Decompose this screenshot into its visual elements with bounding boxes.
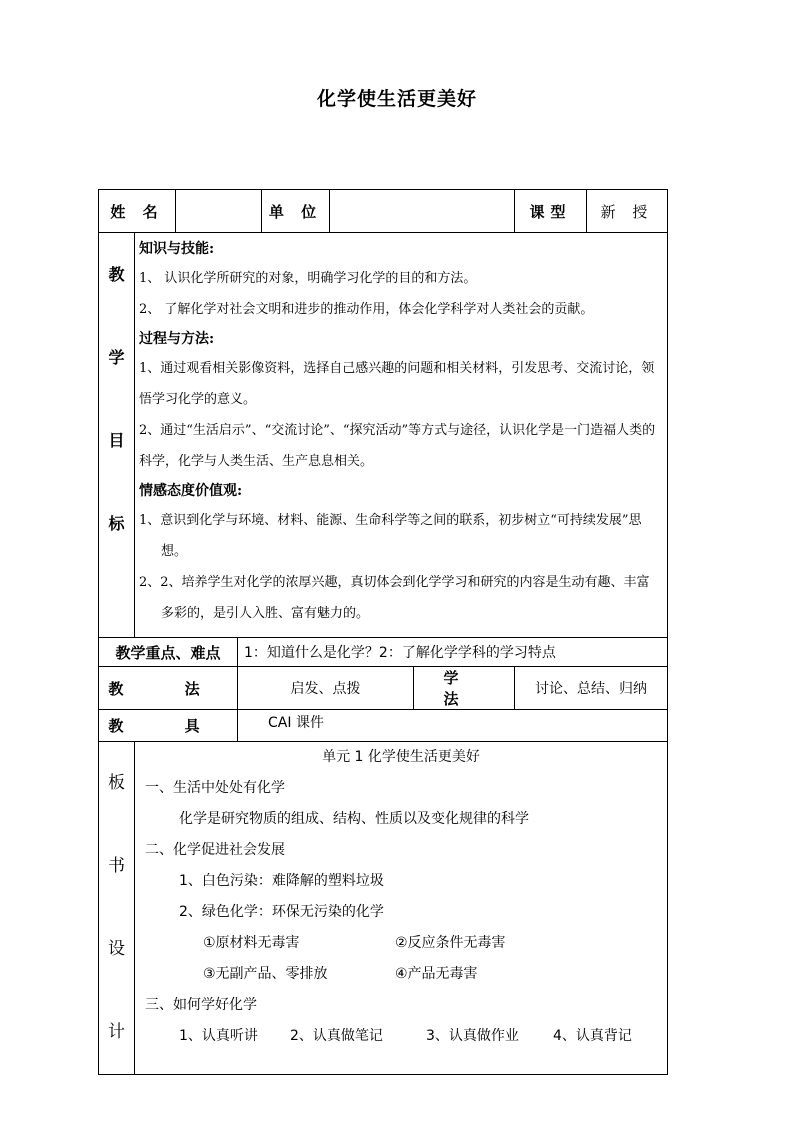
learn-method-label: 学 法 xyxy=(414,667,515,710)
board-line: 单元 1 化学使生活更美好 xyxy=(322,749,480,765)
goals-label-char: 学 xyxy=(108,348,125,367)
goals-label-char: 教 xyxy=(108,265,125,284)
board-line: 1、白色污染：难降解的塑料垃圾 xyxy=(179,873,384,889)
board-item: 3、认真做作业 xyxy=(426,1028,519,1044)
board-line xyxy=(145,1021,667,1052)
unit-value xyxy=(330,190,515,233)
board-item: ③无副产品、零排放 xyxy=(203,966,328,982)
board-item: ②反应条件无毒害 xyxy=(395,935,506,951)
lesson-plan-table xyxy=(98,189,668,1075)
goals-section-title: 知识与技能: xyxy=(139,241,215,257)
board-content xyxy=(135,742,668,1075)
goals-item: 2、 了解化学对社会文明和进步的推动作用，体会化学科学对人类社会的贡献。 xyxy=(139,302,594,317)
goals-item: 2、2、培养学生对化学的浓厚兴趣，真切体会到化学学习和研究的内容是生动有趣、丰富多彩的，是引人入胜、富有魅力的。 xyxy=(139,575,650,621)
board-item: 2、认真做笔记 xyxy=(290,1028,383,1044)
board-label-char: 板 xyxy=(108,773,125,793)
board-line xyxy=(145,959,667,990)
board-label-char: 书 xyxy=(108,856,125,876)
goals-section-title: 情感态度价值观: xyxy=(139,483,243,499)
board-label-char: 设 xyxy=(108,939,125,959)
board-item: ①原材料无毒害 xyxy=(203,935,300,951)
board-line: 2、绿色化学：环保无污染的化学 xyxy=(179,904,384,920)
board-line: 化学是研究物质的组成、结构、性质以及变化规律的科学 xyxy=(179,811,529,827)
goals-item: 1、通过观看相关影像资料，选择自己感兴趣的问题和相关材料，引发思考、交流讨论，领悟学习化学的意义。 xyxy=(139,361,655,407)
header-row xyxy=(99,190,668,233)
goals-item: 1、意识到化学与环境、材料、能源、生命科学等之间的联系，初步树立“可持续发展”思想。 xyxy=(139,513,642,559)
unit-label: 单 位 xyxy=(262,190,330,233)
board-item: 1、认真听讲 xyxy=(179,1028,258,1044)
board-item: 4、认真背记 xyxy=(553,1028,632,1044)
board-line: 一、生活中处处有化学 xyxy=(145,780,285,796)
name-label: 姓 名 xyxy=(99,190,176,233)
goals-section-title: 过程与方法: xyxy=(139,331,215,347)
board-line: 三、如何学好化学 xyxy=(145,997,257,1013)
name-value xyxy=(176,190,262,233)
methods-row xyxy=(99,667,668,710)
document-title: 化学使生活更美好 xyxy=(316,88,477,110)
type-value: 新 授 xyxy=(587,190,668,233)
board-label xyxy=(99,742,135,1075)
type-label: 课型 xyxy=(515,190,587,233)
tools-label: 教 具 xyxy=(99,710,238,742)
board-line xyxy=(145,928,667,959)
goals-content xyxy=(135,233,668,638)
focus-value: 1：知道什么是化学？2：了解化学学科的学习特点 xyxy=(238,638,668,667)
teach-method-value: 启发、点拨 xyxy=(238,667,414,710)
goals-item: 2、通过“生活启示”、“交流讨论”、“探究活动”等方式与途径，认识化学是一门造福人类的科学，化学与人类生活、生产息息相关。 xyxy=(139,423,656,469)
goals-row xyxy=(99,233,668,638)
board-line: 二、化学促进社会发展 xyxy=(145,842,285,858)
focus-label: 教学重点、难点 xyxy=(99,638,238,667)
board-item: ④产品无毒害 xyxy=(395,966,478,982)
goals-label xyxy=(99,233,135,638)
goals-label-char: 目 xyxy=(108,431,125,450)
focus-row xyxy=(99,638,668,667)
learn-method-value: 讨论、总结、归纳 xyxy=(515,667,668,710)
tools-value: CAI 课件 xyxy=(238,710,668,742)
goals-label-char: 标 xyxy=(108,514,125,533)
goals-item: 1、 认识化学所研究的对象，明确学习化学的目的和方法。 xyxy=(139,271,477,286)
tools-row xyxy=(99,710,668,742)
board-label-char: 计 xyxy=(108,1022,125,1042)
teach-method-label: 教 法 xyxy=(99,667,238,710)
board-row xyxy=(99,742,668,1075)
